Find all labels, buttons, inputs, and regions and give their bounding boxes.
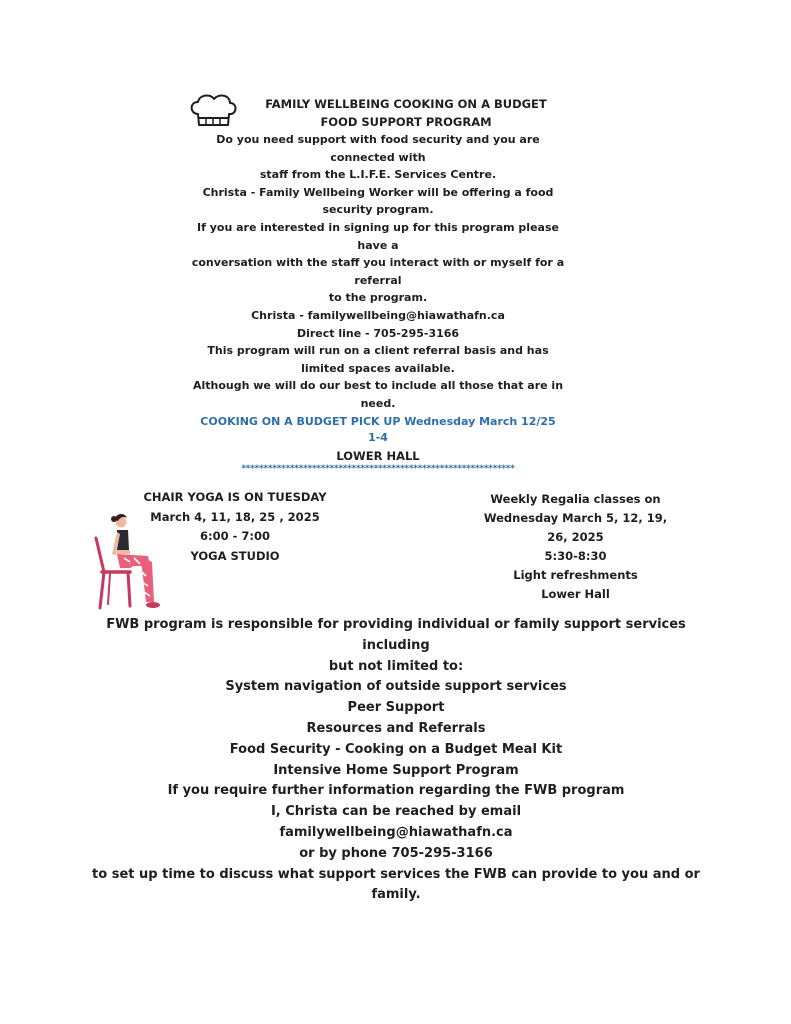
fwb-service-item: Peer Support xyxy=(347,700,445,716)
chair-yoga-dates: March 4, 11, 18, 25 , 2025 xyxy=(150,509,320,524)
intro-line: Do you need support with food security and you are xyxy=(216,133,540,146)
intro-line: Christa - Family Wellbeing Worker will be offering a food xyxy=(202,185,554,199)
chair-yoga-illustration xyxy=(90,510,165,612)
intro-line: conversation with the staff you interact with or myself for a xyxy=(191,256,565,270)
intro-line: need. xyxy=(360,396,396,410)
fwb-service-item: Food Security - Cooking on a Budget Meal Kit xyxy=(229,741,563,757)
fwb-line: but not limited to: xyxy=(328,658,464,674)
intro-line: Although we will do our best to include all those that are in xyxy=(192,379,564,393)
fwb-service-item: Resources and Referrals xyxy=(306,720,486,736)
chair-yoga-time: 6:00 - 7:00 xyxy=(200,529,270,543)
regalia-location: Lower Hall xyxy=(541,587,610,601)
intro-line: limited spaces available. xyxy=(301,361,455,375)
intro-line: This program will run on a client referral basis and has xyxy=(207,344,549,358)
intro-line: referral xyxy=(354,273,402,287)
program-title: FAMILY WELLBEING COOKING ON A BUDGET xyxy=(265,97,547,111)
fwb-line: family. xyxy=(371,887,421,903)
chair-yoga-title: CHAIR YOGA IS ON TUESDAY xyxy=(143,490,327,504)
star-divider: ************************************************************** xyxy=(241,464,515,474)
fwb-line: I, Christa can be reached by email xyxy=(270,804,522,820)
regalia-year: 26, 2025 xyxy=(547,530,604,544)
chef-hat-icon xyxy=(188,92,238,130)
program-subtitle: FOOD SUPPORT PROGRAM xyxy=(320,115,492,129)
contact-phone-line: Direct line - 705-295-3166 xyxy=(296,326,460,340)
intro-text xyxy=(188,131,568,413)
pickup-info xyxy=(188,414,568,446)
pickup-location: LOWER HALL xyxy=(336,449,420,463)
pickup-time: 1-4 xyxy=(368,431,388,444)
intro-line: to the program. xyxy=(328,291,428,305)
fwb-service-item: Intensive Home Support Program xyxy=(273,762,519,778)
regalia-time: 5:30-8:30 xyxy=(544,549,607,563)
fwb-line: FWB program is responsible for providing individual or family support services xyxy=(106,617,686,632)
intro-line: connected with xyxy=(330,150,426,164)
regalia-refreshments: Light refreshments xyxy=(513,568,638,582)
fwb-services-section xyxy=(90,615,702,906)
contact-email-line: Christa - familywellbeing@hiawathafn.ca xyxy=(251,308,505,322)
intro-line: security program. xyxy=(322,203,434,217)
fwb-email: familywellbeing@hiawathafn.ca xyxy=(279,824,513,840)
regalia-section xyxy=(468,490,683,604)
fwb-line: including xyxy=(362,637,430,653)
intro-line: have a xyxy=(357,238,399,252)
intro-line: staff from the L.I.F.E. Services Centre. xyxy=(259,168,497,182)
chair-yoga-location: YOGA STUDIO xyxy=(190,548,280,563)
regalia-dates: Wednesday March 5, 12, 19, xyxy=(483,511,668,525)
intro-line: If you are interested in signing up for this program please xyxy=(197,220,559,234)
fwb-line: to set up time to discuss what support services the FWB can provide to you and or xyxy=(92,866,700,882)
fwb-phone: or by phone 705-295-3166 xyxy=(299,845,493,861)
regalia-title: Weekly Regalia classes on xyxy=(490,492,661,506)
pickup-date: COOKING ON A BUDGET PICK UP Wednesday March 12/25 xyxy=(200,415,556,428)
fwb-service-item: System navigation of outside support services xyxy=(225,679,567,695)
fwb-line: If you require further information regarding the FWB program xyxy=(167,783,625,799)
program-header xyxy=(236,95,576,131)
